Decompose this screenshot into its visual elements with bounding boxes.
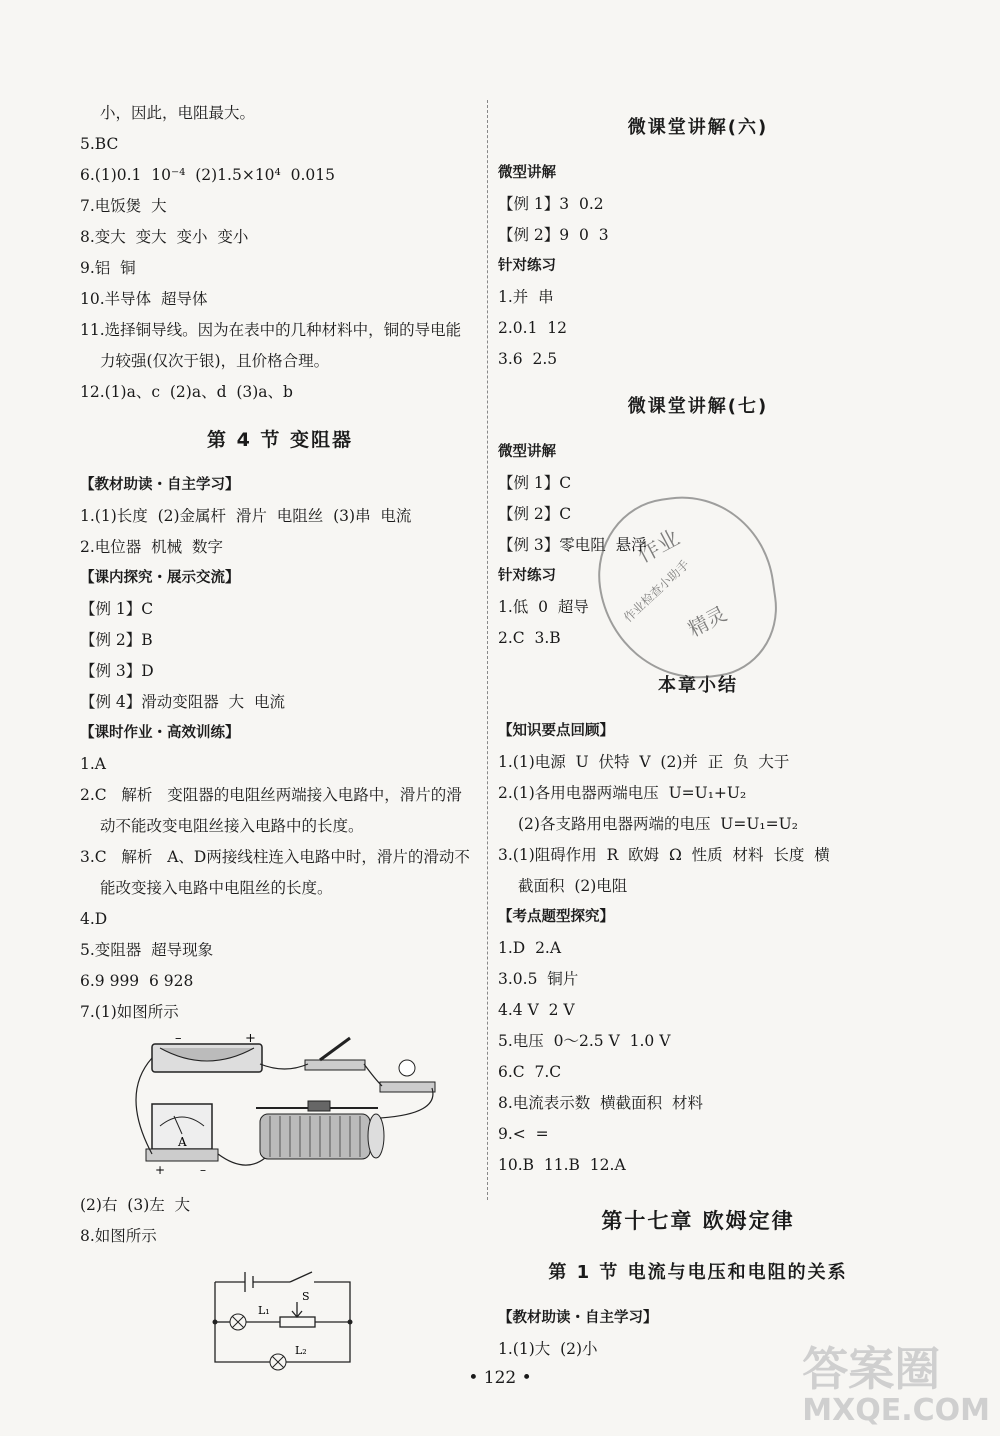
junction-right [348,1320,353,1325]
section-4-title: 第 4 节 变阻器 [206,429,354,451]
answer-line: 1.低 0 超导 [498,598,589,616]
answer-line: 2.C 解析 变阻器的电阻丝两端接入电路中，滑片的滑 [80,786,462,804]
right-column [498,108,898,1365]
lamp-l2-label: L₂ [295,1344,307,1357]
answer-line: 【例 1】C [80,600,154,618]
answer-line: 4.4 V 2 V [498,1001,575,1019]
answer-line: 3.(1)阻碍作用 R 欧姆 Ω 性质 材料 长度 横 [498,846,830,864]
section-1-tag-reading: 【教材助读・自主学习】 [498,1310,658,1326]
answer-line: 6.C 7.C [498,1063,562,1081]
answer-line: 5.变阻器 超导现象 [80,941,214,959]
section-4-explore-answers [80,594,480,718]
circuit-figure-1 [80,1034,480,1184]
answer-line: 7.电饭煲 大 [80,197,167,215]
answer-line: 【例 3】零电阻 悬浮 [498,536,647,554]
summary-exam-answers [498,933,898,1181]
answer-line: 2.C 3.B [498,629,561,647]
stamp-text-1: 作业 [633,525,684,569]
answer-line: 10.半导体 超导体 [80,290,208,308]
answer-line: 12.(1)a、c (2)a、d (3)a、b [80,383,293,401]
battery-plus-label: + [245,1034,256,1046]
answer-line: 11.选择铜导线。因为在表中的几种材料中，铜的导电能 [80,321,462,339]
answer-line: 【例 1】3 0.2 [498,195,604,213]
switch-lever [290,1272,312,1282]
answer-line: 1.D 2.A [498,939,562,957]
battery-minus-label: – [175,1034,182,1046]
answer-line: 【例 2】B [80,631,153,649]
answer-line: 截面积 (2)电阻 [518,877,628,895]
lamp-l1-label: L₁ [258,1304,270,1317]
answer-line: 3.6 2.5 [498,350,558,368]
lecture-6-practice [498,282,898,375]
answer-line: 2.0.1 12 [498,319,568,337]
answer-line: 2.(1)各用电器两端电压 U=U₁+U₂ [498,784,747,802]
answer-line: 8.电流表示数 横截面积 材料 [498,1094,703,1112]
rheostat-coil [260,1114,370,1159]
ammeter-plus-label: + [155,1163,166,1177]
answer-line: 【例 2】C [498,505,572,523]
chapter-17-title: 第十七章 欧姆定律 [601,1209,795,1233]
answer-line: 【例 2】9 0 3 [498,226,609,244]
answer-line: 10.B 11.B 12.A [498,1156,626,1174]
section-4-tag-homework: 【课时作业・高效训练】 [80,725,240,741]
lecture-6-tag-practice: 针对练习 [498,258,556,274]
lecture-7-tag-practice: 针对练习 [498,568,556,584]
site-watermark-logo [802,1344,990,1428]
ammeter-base [146,1149,218,1161]
knife-switch-blade [320,1038,350,1060]
chapter-summary-title: 本章小结 [658,675,738,696]
answer-line: 8.变大 变大 变小 变小 [80,228,249,246]
circuit-figure-2 [80,1262,480,1372]
section-4-tag-explore: 【课内探究・展示交流】 [80,570,240,586]
answer-line: 1.并 串 [498,288,554,306]
lecture-7-tag-explain: 微型讲解 [498,444,556,460]
ammeter-minus-label: – [200,1163,206,1177]
bulb-icon [399,1060,415,1076]
answer-line: 3.C 解析 A、D两接线柱连入电路中时，滑片的滑动不 [80,848,470,866]
answer-line: (2)各支路用电器两端的电压 U=U₁=U₂ [518,815,798,833]
answer-line: 9.铝 铜 [80,259,136,277]
answer-line: 1.A [80,755,106,773]
left-top-answers [80,98,480,408]
page-number: • 122 • [468,1368,532,1388]
answer-line: 动不能改变电阻丝接入电路中的长度。 [100,817,364,835]
answer-line: 5.电压 0～2.5 V 1.0 V [498,1032,671,1050]
section-1-title: 第 1 节 电流与电压和电阻的关系 [548,1262,848,1283]
switch-label: S [302,1290,310,1303]
section-4-homework-answers [80,749,480,1028]
column-divider [487,100,488,1200]
q7-continued: (2)右 (3)左 大 [80,1196,191,1214]
stamp-text-2: 作业检查小助手 [620,557,692,625]
answer-line: 【例 3】D [80,662,154,680]
lecture-7-title: 微课堂讲解(七) [627,396,769,417]
bulb-base [380,1082,435,1092]
wire-top-right [314,1282,350,1322]
ammeter-label: A [178,1135,187,1149]
lecture-6-title: 微课堂讲解(六) [627,117,769,138]
answer-line: 能改变接入电路中电阻丝的长度。 [100,879,333,897]
summary-tag-exam: 【考点题型探究】 [498,909,614,925]
physical-circuit-diagram [80,1034,480,1184]
lecture-6-tag-explain: 微型讲解 [498,165,556,181]
watermark-line-1: 答案圈 [802,1342,941,1396]
answer-line: 5.BC [80,135,119,153]
answer-line: 6.(1)0.1 10⁻⁴ (2)1.5×10⁴ 0.015 [80,166,335,184]
answer-line: 2.电位器 机械 数字 [80,538,223,556]
answer-line: 小，因此，电阻最大。 [100,104,256,122]
summary-review-answers [498,747,898,902]
answer-line: 1.(1)电源 U 伏特 V (2)并 正 负 大于 [498,753,790,771]
left-column [80,98,480,1378]
watermark-line-2: MXQE.COM [802,1393,990,1428]
answer-line: 4.D [80,910,108,928]
answer-line: 力较强(仅次于银)，且价格合理。 [100,352,330,370]
section-4-reading-answers [80,501,480,563]
lecture-6-examples [498,189,898,251]
rheostat-end-cap [368,1114,384,1158]
rheostat-slider [308,1101,330,1111]
junction-left [213,1320,218,1325]
lamp-l1-icon [230,1314,246,1330]
answer-line: 1.(1)大 (2)小 [498,1340,598,1358]
schematic-circuit-diagram [80,1262,480,1372]
answer-line: 3.0.5 铜片 [498,970,579,988]
rheostat-symbol [280,1317,315,1327]
answer-line: 1.(1)长度 (2)金属杆 滑片 电阻丝 (3)串 电流 [80,507,412,525]
q8-text: 8.如图所示 [80,1227,157,1245]
stamp-text-3: 精灵 [684,601,731,642]
answer-line: 【例 4】滑动变阻器 大 电流 [80,693,285,711]
summary-tag-review: 【知识要点回顾】 [498,723,614,739]
answer-line: 【例 1】C [498,474,572,492]
answer-line: 7.(1)如图所示 [80,1003,179,1021]
answer-line: 9.< = [498,1125,549,1143]
section-4-tag-reading: 【教材助读・自主学习】 [80,477,240,493]
knife-switch-base [305,1060,365,1070]
answer-line: 6.9 999 6 928 [80,972,194,990]
